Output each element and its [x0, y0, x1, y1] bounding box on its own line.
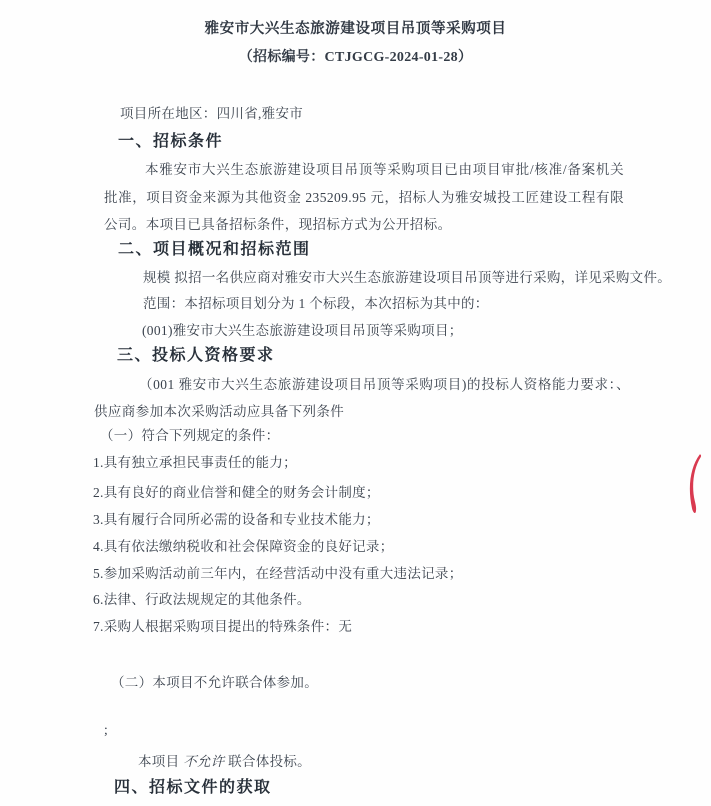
project-location-line: 项目所在地区：四川省,雅安市	[120, 106, 304, 121]
condition-item: 5.参加采购活动前三年内，在经营活动中没有重大违法记录；	[93, 566, 463, 581]
condition-item: 1.具有独立承担民事责任的能力；	[93, 455, 297, 470]
condition-item: 3.具有履行合同所必需的设备和专业技术能力；	[93, 512, 380, 527]
stray-semicolon: ;	[104, 722, 109, 737]
section-1-heading: 一、招标条件	[118, 133, 224, 150]
joint-bid-emphasis: 不允许	[183, 754, 225, 769]
page-title: 雅安市大兴生态旅游建设项目吊顶等采购项目	[204, 21, 507, 37]
red-seal-edge-mark	[686, 449, 702, 521]
qualification-intro: （001 雅安市大兴生态旅游建设项目吊顶等采购项目)的投标人资格能力要求：、供应商参加本次采购活动应具备下列条件	[94, 377, 630, 419]
condition-item: 7.采购人根据采购项目提出的特殊条件：无	[93, 619, 353, 634]
joint-bid-suffix: 联合体投标。	[228, 754, 311, 769]
section-1-body: 本雅安市大兴生态旅游建设项目吊顶等采购项目已由项目审批/核准/备案机关批准，项目资金来源为其他资金 235209.95 元，招标人为雅安城投工匠建设工程有限公司。本项目已具备招标条件，现招标方式为公开招标。	[104, 162, 624, 232]
condition-item: 2.具有良好的商业信誉和健全的财务会计制度；	[93, 485, 380, 500]
section-3-heading: 三、投标人资格要求	[117, 347, 275, 364]
scale-line: 规模 拟招一名供应商对雅安市大兴生态旅游建设项目吊顶等进行采购，详见采购文件。	[143, 270, 672, 285]
no-consortium-line: （二）本项目不允许联合体参加。	[111, 675, 318, 690]
scope-line: 范围：本招标项目划分为 1 个标段，本次招标为其中的：	[143, 296, 489, 311]
joint-bid-prefix: 本项目	[138, 754, 184, 769]
condition-item: 6.法律、行政法规规定的其他条件。	[93, 592, 311, 607]
lot-line: (001)雅安市大兴生态旅游建设项目吊顶等采购项目；	[142, 323, 463, 338]
condition-sub-heading: （一）符合下列规定的条件：	[100, 428, 280, 443]
section-2-heading: 二、项目概况和招标范围	[118, 241, 311, 258]
section-4-heading: 四、招标文件的获取	[114, 779, 272, 796]
condition-item: 4.具有依法缴纳税收和社会保障资金的良好记录；	[93, 539, 394, 554]
bid-number-line: （招标编号：CTJGCG-2024-01-28）	[238, 50, 473, 65]
joint-bid-line	[138, 750, 311, 770]
